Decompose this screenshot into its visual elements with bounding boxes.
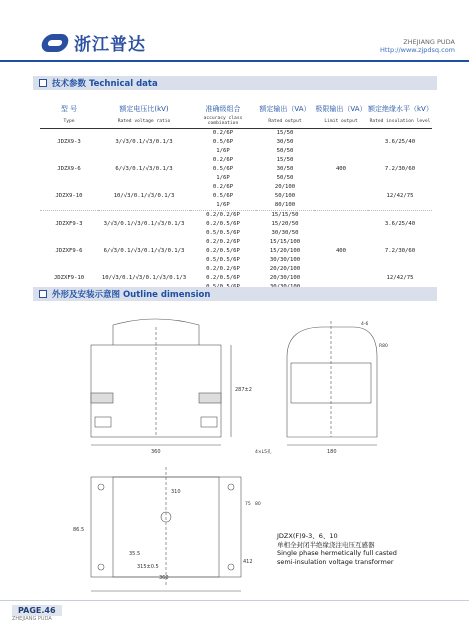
cell-output-line: 30/30/50	[271, 230, 299, 236]
cell-output-line: 30/30/100	[269, 257, 301, 263]
side-body	[287, 327, 377, 437]
cell-limit	[314, 211, 368, 239]
cell-accuracy-line: 0.2/0.5/6P	[206, 221, 240, 227]
bottom-right-foot	[201, 417, 217, 427]
cell-insulation: 3.6/25/40	[384, 139, 416, 145]
bolt-hole-tl	[98, 484, 104, 490]
cell-ratio: 10/√3/0.1/√3/0.1/3	[113, 193, 175, 199]
cell-accuracy	[190, 129, 256, 157]
side-hole-label: 4-6	[361, 322, 369, 327]
cell-insulation: 7.2/30/60	[384, 248, 416, 254]
cell-output-line: 50/100	[274, 193, 296, 199]
left-dim-label: 86.5	[73, 527, 85, 533]
col-ratio-en: Rated voltage ratio	[98, 115, 190, 129]
cell-type: JDZX9-10	[55, 193, 83, 199]
cell-output-line: 15/50	[276, 130, 294, 136]
cell-accuracy	[190, 238, 256, 265]
cell-type: JDZXF9-10	[53, 275, 85, 281]
cell-type: JDZX9-3	[57, 139, 81, 145]
bot-dim-c: 360	[159, 575, 169, 581]
cell-limit	[314, 183, 368, 211]
cell-accuracy-line: 0.2/0.2/6P	[206, 212, 240, 218]
col-limit-cn: 极限输出（VA）	[315, 105, 367, 113]
cell-output	[256, 211, 314, 239]
cell-output	[256, 156, 314, 183]
bot-dim-d: 412	[243, 559, 253, 565]
cell-insulation: 12/42/75	[386, 275, 414, 281]
section-tech-title: 技术参数 Technical data	[52, 79, 158, 89]
cell-accuracy-line: 1/6P	[216, 148, 230, 154]
terminal-right	[199, 393, 221, 403]
table-row	[40, 238, 432, 265]
cell-output-line: 20/30/100	[269, 275, 301, 281]
col-out-cn: 额定输出（VA）	[259, 105, 311, 113]
cell-output-line: 50/50	[276, 148, 294, 154]
cell-accuracy-line: 0.5/6P	[212, 139, 234, 145]
terminal-left	[91, 393, 113, 403]
logo-text: 浙江普达	[74, 35, 146, 55]
footer-company: ZHEJIANG PUDA	[12, 616, 52, 622]
bolt-hole-bl	[98, 564, 104, 570]
col-insul-cn: 额定绝缘水平（kV）	[368, 105, 433, 113]
radius-label: R80	[379, 344, 388, 349]
cell-output	[256, 129, 314, 157]
caption-en1: Single phase hermetically full casted	[277, 549, 397, 557]
col-acc-en: accuracy class combination	[190, 115, 256, 129]
checkbox-square-icon	[39, 79, 47, 87]
front-width-label: 360	[151, 449, 161, 455]
cell-output	[256, 183, 314, 211]
col-type-en: Type	[40, 115, 98, 129]
table-row	[40, 183, 432, 211]
bot-dim-b: 315±0.5	[137, 564, 159, 570]
section-outline-header	[33, 287, 437, 301]
caption-en2: semi-insulation voltage transformer	[277, 557, 394, 566]
cell-output-line: 15/20/100	[269, 248, 301, 254]
cell-ratio: 6/√3/0.1/√3/0.1/√3/0.1/3	[103, 248, 185, 254]
cell-ratio: 3/√3/0.1/√3/0.1/3	[115, 139, 173, 145]
header-divider	[0, 60, 469, 62]
table-row	[40, 129, 432, 157]
cell-accuracy-line: 1/6P	[216, 202, 230, 208]
side-view	[287, 321, 377, 445]
cell-insulation: 3.6/25/40	[368, 211, 432, 239]
bottom-view	[91, 467, 241, 591]
cell-output-line: 15/20/50	[271, 221, 299, 227]
cell-accuracy-line: 0.2/0.5/6P	[206, 248, 240, 254]
cell-ratio: 3/√3/0.1/√3/0.1/√3/0.1/3	[98, 211, 190, 239]
tech-data-table	[40, 103, 432, 292]
cell-output-line: 20/20/100	[269, 266, 301, 272]
cell-output-line: 30/50	[276, 139, 294, 145]
company-logo	[42, 30, 146, 55]
cell-accuracy-line: 0.5/6P	[212, 166, 234, 172]
height-dim: 287±2	[235, 387, 252, 393]
cell-output-line: 15/15/100	[269, 239, 301, 245]
cell-accuracy	[190, 156, 256, 183]
col-insul-en: Rated insulation level	[368, 115, 432, 129]
section-tech-header	[33, 76, 437, 90]
cell-insulation: 7.2/30/60	[384, 166, 416, 172]
cell-accuracy-line: 1/6P	[216, 175, 230, 181]
cell-output-line: 15/15/50	[271, 212, 299, 218]
cell-type: JDZXF9-3	[40, 211, 98, 239]
cell-accuracy-line: 0.2/6P	[212, 157, 234, 163]
table-row	[40, 156, 432, 183]
col-out-en: Rated output	[256, 115, 314, 129]
bolt-hole-tr	[228, 484, 234, 490]
company-url[interactable]: Http://www.zjpdsq.com	[379, 46, 455, 54]
col-acc-cn: 准确级组合	[205, 105, 241, 113]
bot-dim-a: 35.5	[129, 551, 141, 557]
top-dim-label: 310	[171, 489, 181, 495]
cell-ratio: 6/√3/0.1/√3/0.1/3	[115, 166, 173, 172]
hole-label: 4×L5孔	[255, 450, 272, 455]
cell-accuracy	[190, 211, 256, 239]
company-info	[380, 38, 455, 54]
cell-insulation: 12/42/75	[386, 193, 414, 199]
side-width-label: 180	[327, 449, 337, 455]
front-view	[91, 319, 231, 445]
section-outline-title: 外形及安装示意图 Outline dimension	[52, 290, 211, 300]
col-ratio-cn: 额定电压比(kV)	[119, 105, 169, 113]
cell-output-line: 50/50	[276, 175, 294, 181]
table-header-en	[40, 115, 432, 129]
page-header	[0, 0, 469, 62]
col-type-cn: 型 号	[60, 105, 78, 113]
cell-limit: 400	[335, 166, 347, 172]
cell-accuracy-line: 0.2/0.2/6P	[206, 239, 240, 245]
cell-accuracy-line: 0.5/6P	[212, 193, 234, 199]
cell-accuracy-line: 0.2/6P	[212, 130, 234, 136]
cell-accuracy	[190, 183, 256, 211]
page-number: PAGE.46	[12, 605, 62, 616]
col-limit-en: Limit output	[314, 115, 368, 129]
cell-accuracy-line: 0.5/0.5/6P	[206, 230, 240, 236]
cell-accuracy-line: 0.5/0.5/6P	[206, 257, 240, 263]
cell-accuracy-line: 0.2/6P	[212, 184, 234, 190]
bottom-left-foot	[95, 417, 111, 427]
table-row	[40, 211, 432, 239]
cell-output-line: 80/100	[274, 202, 296, 208]
company-name: ZHEJIANG PUDA	[403, 38, 455, 46]
drawing-caption	[277, 532, 397, 566]
caption-cn: 单相全封闭半绝缘浇注电压互感器	[277, 540, 375, 549]
cell-output-line: 20/100	[274, 184, 296, 190]
cell-type: JDZXF9-6	[55, 248, 83, 254]
bolt-hole-br	[228, 564, 234, 570]
cell-accuracy-line: 0.2/0.2/6P	[206, 266, 240, 272]
cell-output-line: 30/50	[276, 166, 294, 172]
table-header-cn	[40, 103, 432, 115]
cell-type: JDZX9-6	[57, 166, 81, 172]
logo-icon	[40, 34, 71, 52]
cell-limit	[314, 129, 368, 157]
side-dim-a: 75	[245, 502, 251, 507]
cell-output	[256, 238, 314, 265]
cell-output-line: 15/50	[276, 157, 294, 163]
side-dim-b: 80	[255, 502, 261, 507]
caption-model: JDZX(F)9-3、6、10	[277, 532, 338, 540]
cell-ratio: 10/√3/0.1/√3/0.1/√3/0.1/3	[101, 275, 187, 281]
cell-accuracy-line: 0.2/0.5/6P	[206, 275, 240, 281]
checkbox-square-icon	[39, 290, 47, 298]
footer-divider	[0, 600, 469, 601]
cell-limit: 400	[335, 248, 347, 254]
